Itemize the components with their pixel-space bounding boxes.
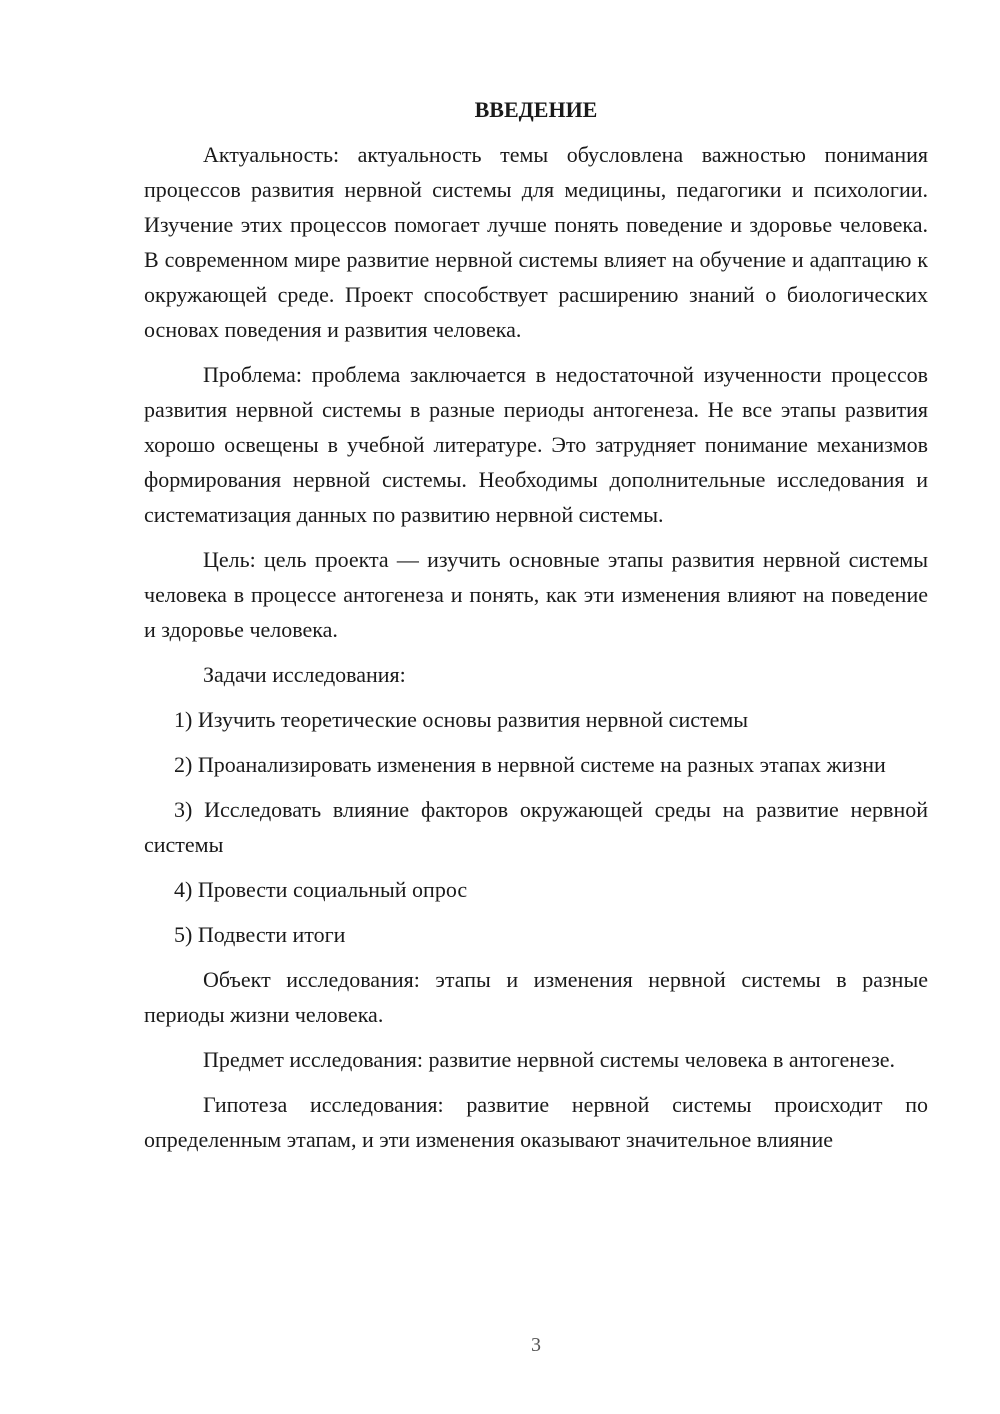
tasks-heading: Задачи исследования: <box>203 662 406 687</box>
page-number: 3 <box>531 1334 541 1356</box>
subject-paragraph: Предмет исследования: развитие нервной системы человека в антогенезе. <box>203 1047 896 1072</box>
hypothesis-paragraph: Гипотеза исследования: развитие нервной системы происходит по определенным этапам, и эти изменения оказывают значительное влияние <box>144 1092 928 1152</box>
object-paragraph: Объект исследования: этапы и изменения нервной системы в разные периоды жизни человека. <box>144 967 928 1027</box>
task-item: 2) Проанализировать изменения в нервной системе на разных этапах жизни <box>174 752 886 777</box>
page-body <box>144 92 928 1167</box>
task-item: 3) Исследовать влияние факторов окружающей среды на развитие нервной системы <box>144 797 928 857</box>
section-heading: ВВЕДЕНИЕ <box>474 97 598 122</box>
problem-paragraph: Проблема: проблема заключается в недостаточной изученности процессов развития нервной системы в разные периоды антогенеза. Не все этапы развития хорошо освещены в учебной литературе. Это затрудняет понимание механизмов формирования нервной системы. Необходимы дополнительные исследования и систематизация данных по развитию нервной системы. <box>144 362 928 527</box>
goal-paragraph: Цель: цель проекта — изучить основные этапы развития нервной системы человека в процессе антогенеза и понять, как эти изменения влияют на поведение и здоровье человека. <box>144 547 928 642</box>
task-item: 4) Провести социальный опрос <box>174 877 468 902</box>
task-item: 5) Подвести итоги <box>174 922 346 947</box>
task-item: 1) Изучить теоретические основы развития нервной системы <box>174 707 749 732</box>
relevance-paragraph: Актуальность: актуальность темы обусловлена важностью понимания процессов развития нервной системы для медицины, педагогики и психологии. Изучение этих процессов помогает лучше понять поведение и здоровье человека. В современном мире развитие нервной системы влияет на обучение и адаптацию к окружающей среде. Проект способствует расширению знаний о биологических основах поведения и развития человека. <box>144 142 928 342</box>
